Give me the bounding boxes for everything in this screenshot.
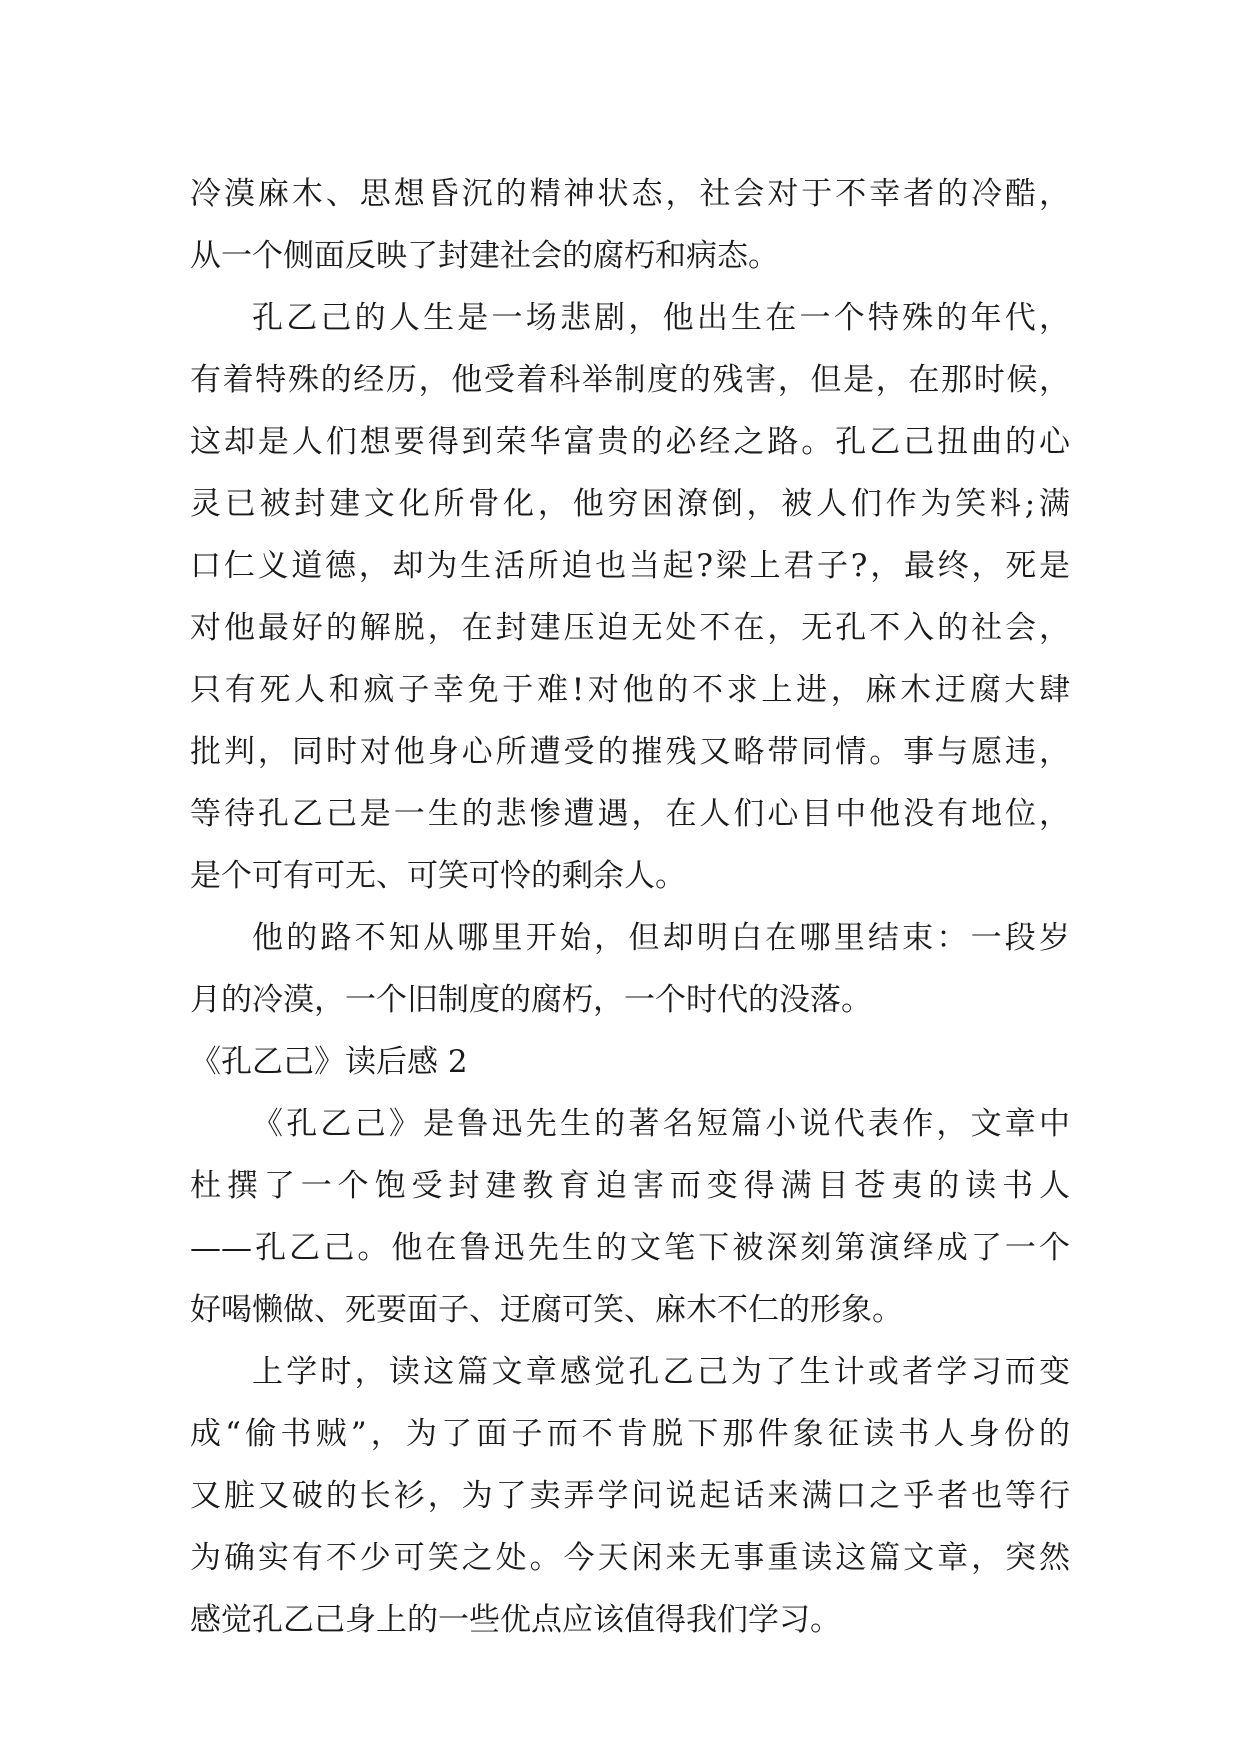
text-line: 上学时，读这篇文章感觉孔乙己为了生计或者学习而变 (252, 1354, 1070, 1390)
text-line: 对他最好的解脱，在封建压迫无处不在，无孔不入的社会， (190, 610, 1070, 646)
text-line: 《孔乙己》是鲁迅先生的著名短篇小说代表作，文章中 (252, 1106, 1070, 1142)
text-line: 成“偷书贼”，为了面子而不肯脱下那件象征读书人身份的 (190, 1416, 1070, 1452)
section-heading: 《孔乙己》读后感 2 (190, 1044, 468, 1080)
text-line: ——孔乙己。他在鲁迅先生的文笔下被深刻第演绎成了一个 (190, 1230, 1070, 1266)
paragraph (190, 1093, 1070, 1341)
text-line: 月的冷漠，一个旧制度的腐朽，一个时代的没落。 (190, 982, 872, 1018)
text-line: 从一个侧面反映了封建社会的腐朽和病态。 (190, 238, 779, 274)
text-line: 只有死人和疯子幸免于难!对他的不求上进，麻木迂腐大肆 (190, 672, 1070, 708)
text-line: 孔乙己的人生是一场悲剧，他出生在一个特殊的年代， (252, 300, 1070, 336)
text-line: 这却是人们想要得到荣华富贵的必经之路。孔乙己扭曲的心 (190, 424, 1070, 460)
document-body (190, 163, 1070, 1651)
paragraph (190, 1341, 1070, 1651)
paragraph (190, 907, 1070, 1031)
text-line: 感觉孔乙己身上的一些优点应该值得我们学习。 (190, 1602, 841, 1638)
text-line: 冷漠麻木、思想昏沉的精神状态，社会对于不幸者的冷酷， (190, 176, 1070, 212)
text-line: 等待孔乙己是一生的悲惨遭遇，在人们心目中他没有地位， (190, 796, 1070, 832)
text-line: 他的路不知从哪里开始，但却明白在哪里结束：一段岁 (252, 920, 1070, 956)
text-line: 杜撰了一个饱受封建教育迫害而变得满目苍夷的读书人 (190, 1168, 1070, 1204)
paragraph (190, 287, 1070, 907)
text-line: 又脏又破的长衫，为了卖弄学问说起话来满口之乎者也等行 (190, 1478, 1070, 1514)
text-line: 批判，同时对他身心所遭受的摧残又略带同情。事与愿违， (190, 734, 1070, 770)
paragraph (190, 163, 1070, 287)
text-line: 是个可有可无、可笑可怜的剩余人。 (190, 858, 686, 894)
text-line: 为确实有不少可笑之处。今天闲来无事重读这篇文章，突然 (190, 1540, 1070, 1576)
text-line: 有着特殊的经历，他受着科举制度的残害，但是，在那时候， (190, 362, 1070, 398)
text-line: 口仁义道德，却为生活所迫也当起?梁上君子?，最终，死是 (190, 548, 1070, 584)
text-line: 好喝懒做、死要面子、迂腐可笑、麻木不仁的形象。 (190, 1292, 903, 1328)
text-line: 灵已被封建文化所骨化，他穷困潦倒，被人们作为笑料;满 (190, 486, 1070, 522)
